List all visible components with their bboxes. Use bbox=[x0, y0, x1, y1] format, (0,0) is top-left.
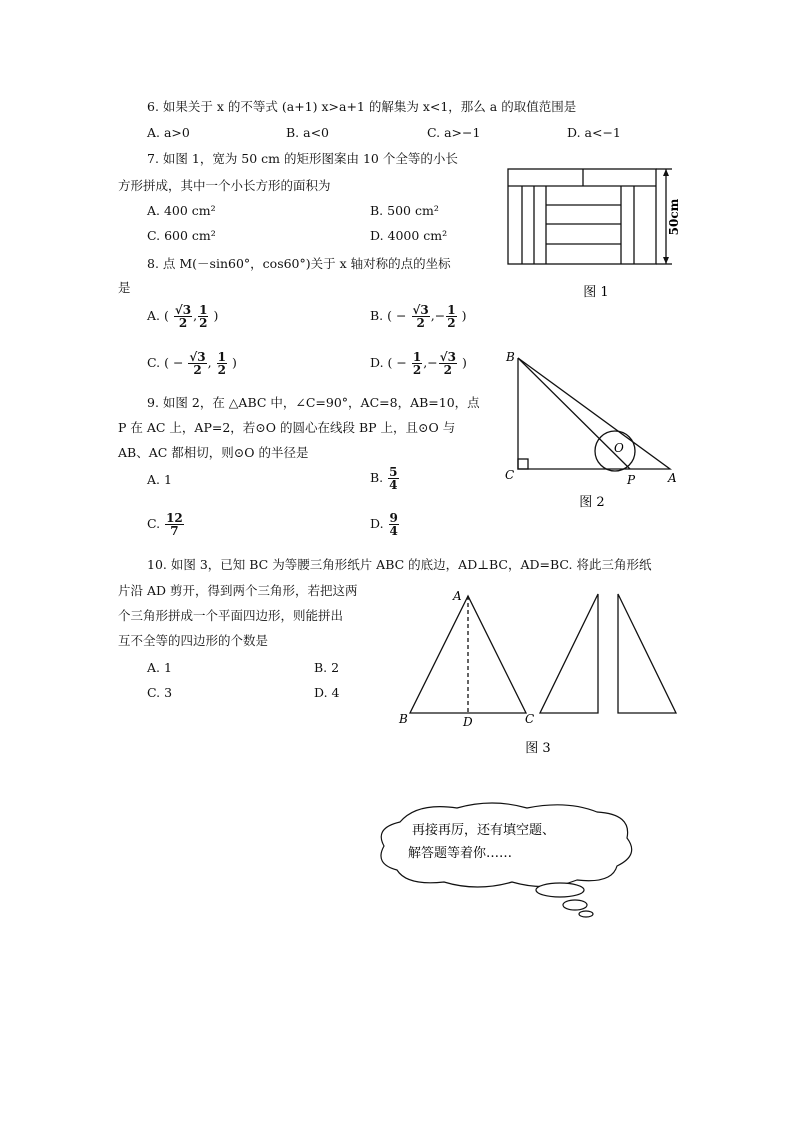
q8-d-frac2-den: 2 bbox=[443, 363, 453, 377]
q8-option-b[interactable] bbox=[370, 304, 466, 329]
q7-line2: 方形拼成，其中一个小长方形的面积为 bbox=[118, 178, 331, 193]
q8-b-frac2-num: 1 bbox=[447, 303, 456, 317]
q10-option-a[interactable]: A. 1 bbox=[147, 660, 172, 675]
q8-b-comma: , bbox=[430, 308, 435, 323]
fig2-label-b: B bbox=[506, 350, 515, 364]
q8-option-a[interactable] bbox=[147, 304, 218, 329]
q8-a-frac2 bbox=[198, 304, 208, 329]
q9-d-frac bbox=[389, 512, 399, 537]
q8-a-label: A. bbox=[147, 308, 161, 323]
q10-option-b[interactable]: B. 2 bbox=[314, 660, 340, 675]
q8-a-comma: , bbox=[193, 308, 198, 323]
fig2-label-p: P bbox=[627, 473, 636, 487]
q8-a-frac1-den: 2 bbox=[178, 316, 188, 330]
q8-d-lparen: ( bbox=[387, 355, 393, 370]
q9-line1: 9. 如图 2，在 △ABC 中，∠C=90°，AC=8，AB=10，点 bbox=[147, 395, 480, 410]
q8-a-lparen: ( bbox=[164, 308, 169, 323]
q9-option-b[interactable] bbox=[370, 466, 400, 491]
q8-c-frac2-den: 2 bbox=[217, 363, 226, 377]
q9-c-frac bbox=[165, 512, 184, 537]
q8-b-minus1: − bbox=[396, 308, 407, 323]
q6-option-a[interactable]: A. a>0 bbox=[147, 125, 190, 140]
q6-option-c[interactable]: C. a>−1 bbox=[427, 125, 481, 140]
fig3-piece-right bbox=[618, 594, 676, 713]
q10-line1: 10. 如图 3，已知 BC 为等腰三角形纸片 ABC 的底边，AD⊥BC，AD=BC. 将此三角形纸 bbox=[147, 557, 652, 572]
figure-1 bbox=[500, 160, 690, 310]
q8-b-minus2: − bbox=[434, 308, 446, 323]
q8-d-minus1: − bbox=[396, 355, 407, 370]
fig3-label-d: D bbox=[463, 715, 473, 729]
q8-d-frac2 bbox=[439, 351, 457, 376]
q8-b-label: B. bbox=[370, 308, 384, 323]
q8-c-frac1-num: √3 bbox=[189, 350, 206, 364]
q9-b-label: B. bbox=[370, 470, 384, 485]
q7-option-d[interactable]: D. 4000 cm² bbox=[370, 228, 448, 243]
q8-c-rparen: ) bbox=[231, 355, 237, 370]
q8-b-rparen: ) bbox=[461, 308, 467, 323]
q8-d-comma: , bbox=[423, 355, 428, 370]
q9-c-num: 12 bbox=[166, 511, 183, 525]
q9-line2: P 在 AC 上，AP=2，若⊙O 的圆心在线段 BP 上，且⊙O 与 bbox=[118, 420, 456, 435]
q8-c-comma: , bbox=[207, 355, 212, 370]
q8-b-frac1-num: √3 bbox=[412, 303, 429, 317]
q7-line1: 7. 如图 1，宽为 50 cm 的矩形图案由 10 个全等的小长 bbox=[147, 151, 458, 166]
q8-c-frac1 bbox=[188, 351, 206, 376]
q9-c-label: C. bbox=[147, 516, 161, 531]
thought-bubble bbox=[372, 800, 642, 925]
q9-d-den: 4 bbox=[389, 524, 398, 538]
bubble-dot-medium bbox=[563, 900, 587, 910]
q9-option-c[interactable] bbox=[147, 512, 185, 537]
fig3-label-a: A bbox=[453, 589, 462, 603]
bubble-dot-small bbox=[579, 911, 593, 917]
fig2-triangle bbox=[518, 358, 670, 469]
q8-line2: 是 bbox=[118, 280, 131, 295]
fig2-label-c: C bbox=[505, 468, 515, 482]
q8-a-frac1-num: √3 bbox=[174, 303, 192, 317]
q8-option-c[interactable] bbox=[147, 351, 237, 376]
q8-d-frac1-den: 2 bbox=[412, 363, 422, 377]
q8-c-frac1-den: 2 bbox=[193, 363, 202, 377]
q8-d-frac2-num: √3 bbox=[439, 350, 456, 364]
q8-b-frac2 bbox=[446, 304, 456, 329]
q8-a-frac2-den: 2 bbox=[199, 316, 208, 330]
fig2-caption: 图 2 bbox=[579, 495, 605, 510]
q8-d-minus2: − bbox=[427, 355, 438, 370]
figure-3 bbox=[396, 586, 686, 761]
q8-b-lparen: ( bbox=[387, 308, 393, 323]
q6-option-b[interactable]: B. a<0 bbox=[286, 125, 330, 140]
q8-c-lparen: ( bbox=[164, 355, 169, 370]
q8-c-frac2-num: 1 bbox=[217, 350, 226, 364]
bubble-line2: 解答题等着你…… bbox=[408, 846, 513, 861]
q10-option-d[interactable]: D. 4 bbox=[314, 685, 340, 700]
bubble-cloud bbox=[381, 803, 632, 887]
bubble-dot-large bbox=[536, 883, 584, 897]
q8-d-frac1 bbox=[412, 351, 422, 376]
q8-c-minus: − bbox=[172, 355, 184, 370]
q9-b-den: 4 bbox=[389, 478, 398, 492]
q8-d-label: D. bbox=[370, 355, 384, 370]
q8-b-frac1-den: 2 bbox=[416, 316, 425, 330]
q8-a-frac1 bbox=[174, 304, 192, 329]
fig3-label-c: C bbox=[525, 712, 535, 726]
q7-option-a[interactable]: A. 400 cm² bbox=[147, 203, 216, 218]
q10-option-c[interactable]: C. 3 bbox=[147, 685, 173, 700]
q10-line2: 片沿 AD 剪开，得到两个三角形，若把这两 bbox=[118, 583, 358, 598]
fig3-caption: 图 3 bbox=[525, 741, 551, 756]
q8-option-d[interactable] bbox=[370, 351, 467, 376]
q10-line3: 个三角形拼成一个平面四边形，则能拼出 bbox=[118, 608, 344, 623]
q7-option-b[interactable]: B. 500 cm² bbox=[370, 203, 439, 218]
q9-option-a[interactable]: A. 1 bbox=[147, 472, 172, 487]
fig3-label-b: B bbox=[399, 712, 408, 726]
q9-option-d[interactable] bbox=[370, 512, 400, 537]
fig2-label-o: O bbox=[614, 441, 624, 455]
q9-line3: AB、AC 都相切，则⊙O 的半径是 bbox=[118, 445, 309, 460]
fig2-label-a: A bbox=[668, 471, 677, 485]
bubble-line1: 再接再厉，还有填空题、 bbox=[412, 823, 556, 838]
fig3-piece-left bbox=[540, 594, 598, 713]
figure-2 bbox=[498, 348, 688, 518]
q9-d-label: D. bbox=[370, 516, 384, 531]
q8-d-frac1-num: 1 bbox=[412, 350, 422, 364]
q8-b-frac1 bbox=[412, 304, 430, 329]
q9-d-num: 9 bbox=[389, 511, 398, 525]
q8-c-label: C. bbox=[147, 355, 161, 370]
q8-c-frac2 bbox=[217, 351, 227, 376]
q6-option-d[interactable]: D. a<−1 bbox=[567, 125, 621, 140]
fig1-dim-label: 50cm bbox=[667, 198, 681, 236]
q8-b-frac2-den: 2 bbox=[447, 316, 456, 330]
q7-option-c[interactable]: C. 600 cm² bbox=[147, 228, 216, 243]
q8-d-rparen: ) bbox=[461, 355, 467, 370]
q8-a-rparen: ) bbox=[213, 308, 219, 323]
q10-line4: 互不全等的四边形的个数是 bbox=[118, 633, 269, 648]
q9-b-num: 5 bbox=[389, 465, 398, 479]
q8-line1: 8. 点 M(－sin60°，cos60°)关于 x 轴对称的点的坐标 bbox=[147, 256, 451, 271]
q8-a-frac2-num: 1 bbox=[199, 303, 208, 317]
q9-b-frac bbox=[388, 466, 398, 491]
fig1-caption: 图 1 bbox=[583, 285, 609, 300]
q9-c-den: 7 bbox=[170, 524, 179, 538]
q6-stem: 6. 如果关于 x 的不等式 (a+1) x>a+1 的解集为 x<1，那么 a 的取值范围是 bbox=[147, 99, 577, 114]
